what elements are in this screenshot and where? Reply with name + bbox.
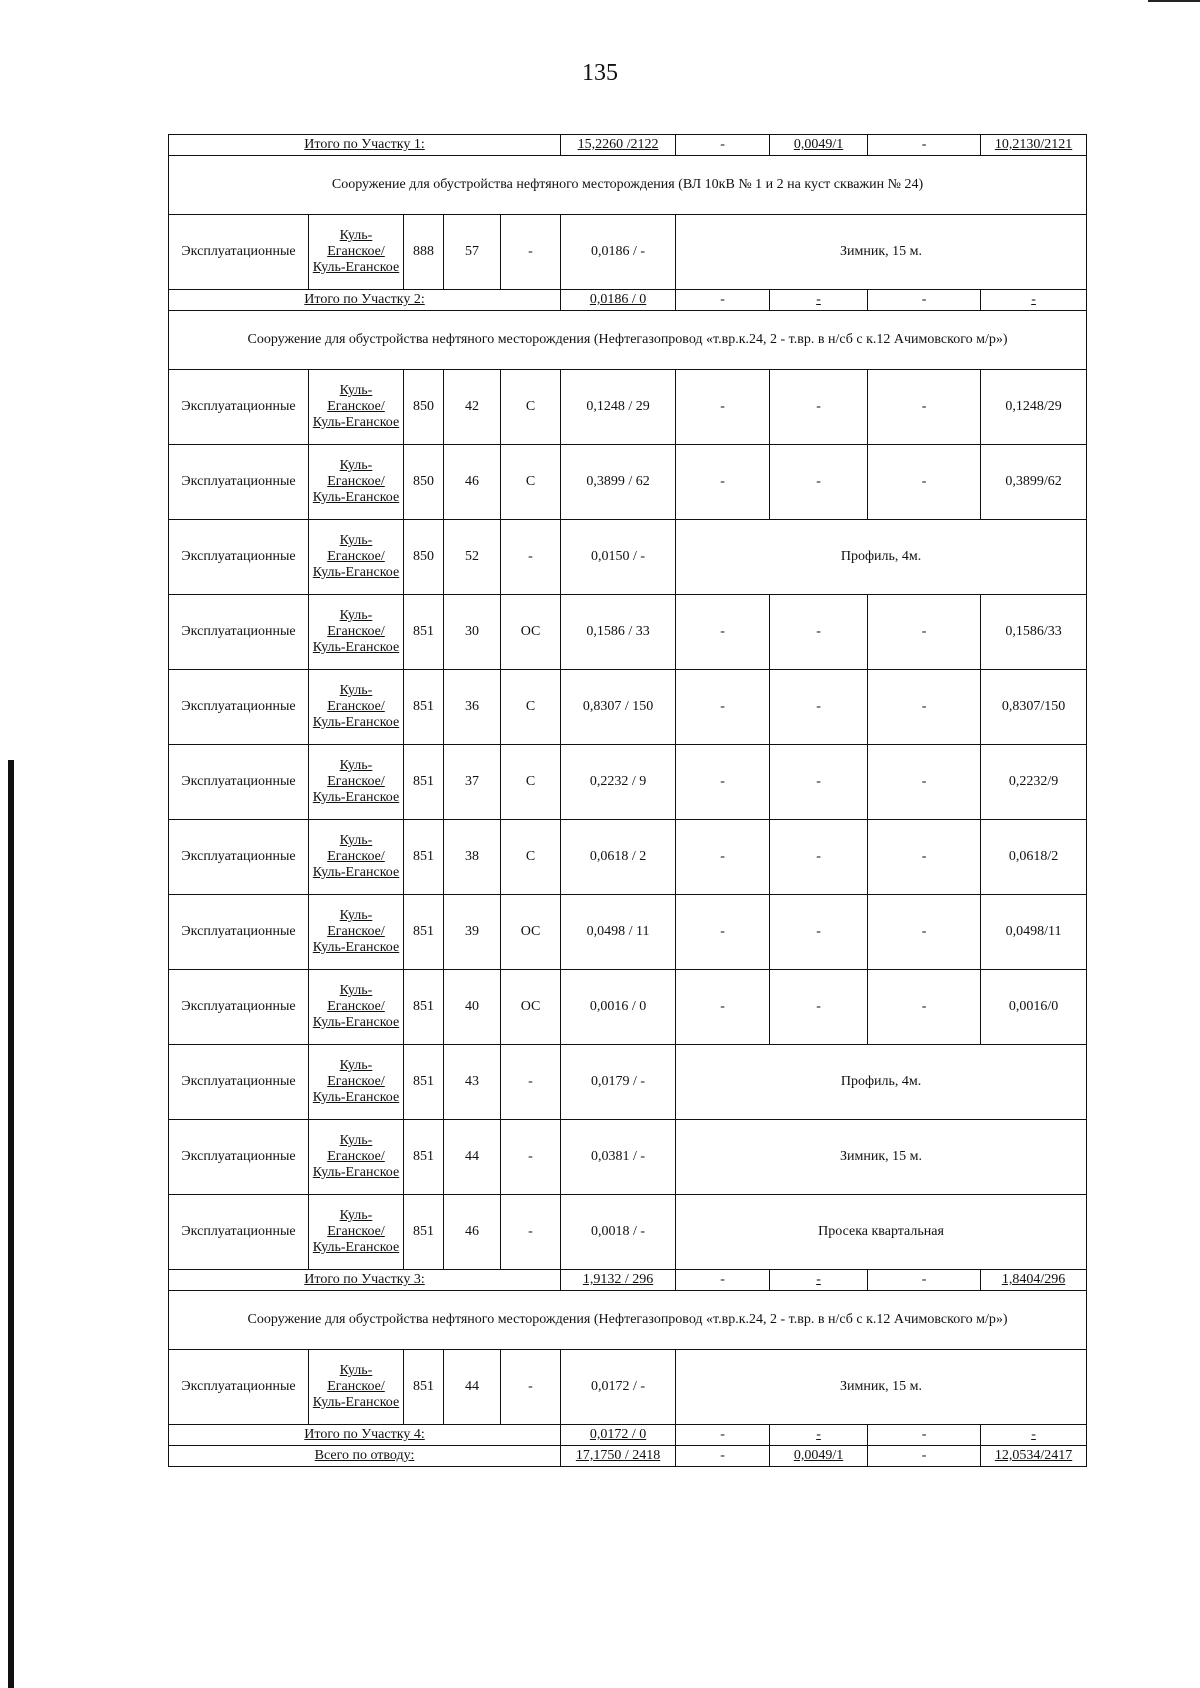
plot-cell: 36: [444, 670, 501, 745]
col-3-cell: -: [868, 820, 981, 895]
col-3-cell: -: [868, 670, 981, 745]
col-4-cell: 0,1248/29: [981, 370, 1087, 445]
total-area: 1,9132 / 296: [561, 1270, 676, 1291]
field-name-cell: Куль-Еганское/ Куль-Еганское: [309, 970, 404, 1045]
total-area: 17,1750 / 2418: [561, 1446, 676, 1467]
plot-cell: 30: [444, 595, 501, 670]
table-row: [169, 215, 1087, 290]
quarter-cell: 850: [404, 520, 444, 595]
plot-cell: 37: [444, 745, 501, 820]
total-col-3: -: [868, 135, 981, 156]
col-3-cell: -: [868, 745, 981, 820]
total-col-2: 0,0049/1: [770, 135, 868, 156]
col-3-cell: -: [868, 370, 981, 445]
plot-cell: 39: [444, 895, 501, 970]
note-cell: Зимник, 15 м.: [676, 215, 1087, 290]
forest-type-cell: Эксплуатационные: [169, 595, 309, 670]
section-title: Сооружение для обустройства нефтяного месторождения (Нефтегазопровод «т.вр.к.24, 2 - т.вр. в н/сб с к.12 Ачимовского м/р»): [169, 311, 1087, 370]
quarter-cell: 851: [404, 595, 444, 670]
forest-type-cell: Эксплуатационные: [169, 895, 309, 970]
note-cell: Профиль, 4м.: [676, 1045, 1087, 1120]
total-col-2: -: [770, 1425, 868, 1446]
total-label: Итого по Участку 4:: [169, 1425, 561, 1446]
category-cell: -: [501, 520, 561, 595]
field-name-cell: Куль-Еганское/ Куль-Еганское: [309, 1045, 404, 1120]
table-row: [169, 445, 1087, 520]
section-header-row: [169, 1291, 1087, 1350]
col-4-cell: 0,2232/9: [981, 745, 1087, 820]
area-cell: 0,0172 / -: [561, 1350, 676, 1425]
table-row: [169, 1195, 1087, 1270]
category-cell: ОС: [501, 970, 561, 1045]
category-cell: С: [501, 745, 561, 820]
field-name-cell: Куль-Еганское/ Куль-Еганское: [309, 820, 404, 895]
col-1-cell: -: [676, 895, 770, 970]
quarter-cell: 850: [404, 445, 444, 520]
forest-type-cell: Эксплуатационные: [169, 370, 309, 445]
col-2-cell: -: [770, 445, 868, 520]
total-col-1: -: [676, 1270, 770, 1291]
col-3-cell: -: [868, 445, 981, 520]
category-cell: С: [501, 670, 561, 745]
quarter-cell: 851: [404, 1045, 444, 1120]
area-cell: 0,0381 / -: [561, 1120, 676, 1195]
field-name-cell: Куль-Еганское/ Куль-Еганское: [309, 1350, 404, 1425]
area-cell: 0,1586 / 33: [561, 595, 676, 670]
total-area: 0,0186 / 0: [561, 290, 676, 311]
col-1-cell: -: [676, 745, 770, 820]
total-col-2: -: [770, 1270, 868, 1291]
col-4-cell: 0,1586/33: [981, 595, 1087, 670]
quarter-cell: 851: [404, 670, 444, 745]
quarter-cell: 851: [404, 1195, 444, 1270]
category-cell: -: [501, 215, 561, 290]
table-row: [169, 895, 1087, 970]
section-title: Сооружение для обустройства нефтяного месторождения (Нефтегазопровод «т.вр.к.24, 2 - т.вр. в н/сб с к.12 Ачимовского м/р»): [169, 1291, 1087, 1350]
field-name-cell: Куль-Еганское/ Куль-Еганское: [309, 595, 404, 670]
scan-edge-line: [1148, 0, 1200, 2]
total-col-4: 1,8404/296: [981, 1270, 1087, 1291]
category-cell: ОС: [501, 895, 561, 970]
plot-cell: 42: [444, 370, 501, 445]
area-cell: 0,2232 / 9: [561, 745, 676, 820]
forest-type-cell: Эксплуатационные: [169, 1045, 309, 1120]
section-header-row: [169, 311, 1087, 370]
plot-cell: 40: [444, 970, 501, 1045]
quarter-cell: 851: [404, 745, 444, 820]
col-2-cell: -: [770, 820, 868, 895]
category-cell: ОС: [501, 595, 561, 670]
area-cell: 0,0018 / -: [561, 1195, 676, 1270]
table-row: [169, 670, 1087, 745]
total-col-4: 12,0534/2417: [981, 1446, 1087, 1467]
forest-type-cell: Эксплуатационные: [169, 670, 309, 745]
total-label: Итого по Участку 2:: [169, 290, 561, 311]
col-2-cell: -: [770, 970, 868, 1045]
category-cell: С: [501, 370, 561, 445]
plot-cell: 46: [444, 445, 501, 520]
total-col-2: 0,0049/1: [770, 1446, 868, 1467]
total-col-4: 10,2130/2121: [981, 135, 1087, 156]
total-row: [169, 1425, 1087, 1446]
category-cell: -: [501, 1195, 561, 1270]
table-row: [169, 1120, 1087, 1195]
total-col-3: -: [868, 290, 981, 311]
note-cell: Профиль, 4м.: [676, 520, 1087, 595]
area-cell: 0,8307 / 150: [561, 670, 676, 745]
forest-type-cell: Эксплуатационные: [169, 1120, 309, 1195]
field-name-cell: Куль-Еганское/ Куль-Еганское: [309, 520, 404, 595]
quarter-cell: 888: [404, 215, 444, 290]
forest-type-cell: Эксплуатационные: [169, 1195, 309, 1270]
note-cell: Зимник, 15 м.: [676, 1350, 1087, 1425]
col-2-cell: -: [770, 670, 868, 745]
col-4-cell: 0,0498/11: [981, 895, 1087, 970]
area-cell: 0,0150 / -: [561, 520, 676, 595]
total-label: Итого по Участку 1:: [169, 135, 561, 156]
category-cell: -: [501, 1120, 561, 1195]
table-body: [169, 135, 1087, 1467]
plot-cell: 57: [444, 215, 501, 290]
table-row: [169, 1350, 1087, 1425]
field-name-cell: Куль-Еганское/ Куль-Еганское: [309, 745, 404, 820]
total-col-3: -: [868, 1425, 981, 1446]
total-row: [169, 135, 1087, 156]
section-header-row: [169, 156, 1087, 215]
total-col-3: -: [868, 1446, 981, 1467]
table-row: [169, 1045, 1087, 1120]
total-row: [169, 1446, 1087, 1467]
col-2-cell: -: [770, 895, 868, 970]
category-cell: -: [501, 1045, 561, 1120]
total-area: 15,2260 /2122: [561, 135, 676, 156]
col-1-cell: -: [676, 970, 770, 1045]
forest-type-cell: Эксплуатационные: [169, 520, 309, 595]
col-3-cell: -: [868, 970, 981, 1045]
forest-type-cell: Эксплуатационные: [169, 970, 309, 1045]
total-col-1: -: [676, 290, 770, 311]
area-cell: 0,0498 / 11: [561, 895, 676, 970]
col-1-cell: -: [676, 445, 770, 520]
col-3-cell: -: [868, 595, 981, 670]
total-col-1: -: [676, 135, 770, 156]
table-row: [169, 820, 1087, 895]
quarter-cell: 851: [404, 1120, 444, 1195]
quarter-cell: 851: [404, 820, 444, 895]
total-label: Итого по Участку 3:: [169, 1270, 561, 1291]
field-name-cell: Куль-Еганское/ Куль-Еганское: [309, 670, 404, 745]
col-2-cell: -: [770, 595, 868, 670]
total-row: [169, 290, 1087, 311]
plot-cell: 43: [444, 1045, 501, 1120]
table-row: [169, 595, 1087, 670]
col-4-cell: 0,0016/0: [981, 970, 1087, 1045]
land-plot-table: [168, 134, 1087, 1467]
col-4-cell: 0,8307/150: [981, 670, 1087, 745]
col-1-cell: -: [676, 820, 770, 895]
quarter-cell: 851: [404, 895, 444, 970]
field-name-cell: Куль-Еганское/ Куль-Еганское: [309, 1120, 404, 1195]
total-row: [169, 1270, 1087, 1291]
col-4-cell: 0,0618/2: [981, 820, 1087, 895]
plot-cell: 44: [444, 1350, 501, 1425]
area-cell: 0,0186 / -: [561, 215, 676, 290]
table-row: [169, 370, 1087, 445]
field-name-cell: Куль-Еганское/ Куль-Еганское: [309, 1195, 404, 1270]
col-1-cell: -: [676, 370, 770, 445]
note-cell: Просека квартальная: [676, 1195, 1087, 1270]
area-cell: 0,0179 / -: [561, 1045, 676, 1120]
field-name-cell: Куль-Еганское/ Куль-Еганское: [309, 895, 404, 970]
field-name-cell: Куль-Еганское/ Куль-Еганское: [309, 215, 404, 290]
area-cell: 0,0618 / 2: [561, 820, 676, 895]
field-name-cell: Куль-Еганское/ Куль-Еганское: [309, 445, 404, 520]
area-cell: 0,1248 / 29: [561, 370, 676, 445]
forest-type-cell: Эксплуатационные: [169, 445, 309, 520]
scan-margin-bar: [8, 760, 14, 1688]
quarter-cell: 851: [404, 970, 444, 1045]
quarter-cell: 850: [404, 370, 444, 445]
col-3-cell: -: [868, 895, 981, 970]
total-col-4: -: [981, 290, 1087, 311]
col-1-cell: -: [676, 670, 770, 745]
forest-type-cell: Эксплуатационные: [169, 745, 309, 820]
col-2-cell: -: [770, 745, 868, 820]
col-4-cell: 0,3899/62: [981, 445, 1087, 520]
page-number: 135: [582, 60, 618, 86]
section-title: Сооружение для обустройства нефтяного месторождения (ВЛ 10кВ № 1 и 2 на куст скважин № 24): [169, 156, 1087, 215]
plot-cell: 38: [444, 820, 501, 895]
total-col-2: -: [770, 290, 868, 311]
total-label: Всего по отводу:: [169, 1446, 561, 1467]
category-cell: С: [501, 445, 561, 520]
total-col-1: -: [676, 1425, 770, 1446]
forest-type-cell: Эксплуатационные: [169, 820, 309, 895]
note-cell: Зимник, 15 м.: [676, 1120, 1087, 1195]
area-cell: 0,0016 / 0: [561, 970, 676, 1045]
area-cell: 0,3899 / 62: [561, 445, 676, 520]
table-row: [169, 520, 1087, 595]
plot-cell: 52: [444, 520, 501, 595]
total-col-4: -: [981, 1425, 1087, 1446]
table-row: [169, 745, 1087, 820]
field-name-cell: Куль-Еганское/ Куль-Еганское: [309, 370, 404, 445]
category-cell: -: [501, 1350, 561, 1425]
forest-type-cell: Эксплуатационные: [169, 1350, 309, 1425]
col-1-cell: -: [676, 595, 770, 670]
plot-cell: 44: [444, 1120, 501, 1195]
plot-cell: 46: [444, 1195, 501, 1270]
table-row: [169, 970, 1087, 1045]
quarter-cell: 851: [404, 1350, 444, 1425]
total-col-3: -: [868, 1270, 981, 1291]
category-cell: С: [501, 820, 561, 895]
col-2-cell: -: [770, 370, 868, 445]
total-area: 0,0172 / 0: [561, 1425, 676, 1446]
forest-type-cell: Эксплуатационные: [169, 215, 309, 290]
total-col-1: -: [676, 1446, 770, 1467]
